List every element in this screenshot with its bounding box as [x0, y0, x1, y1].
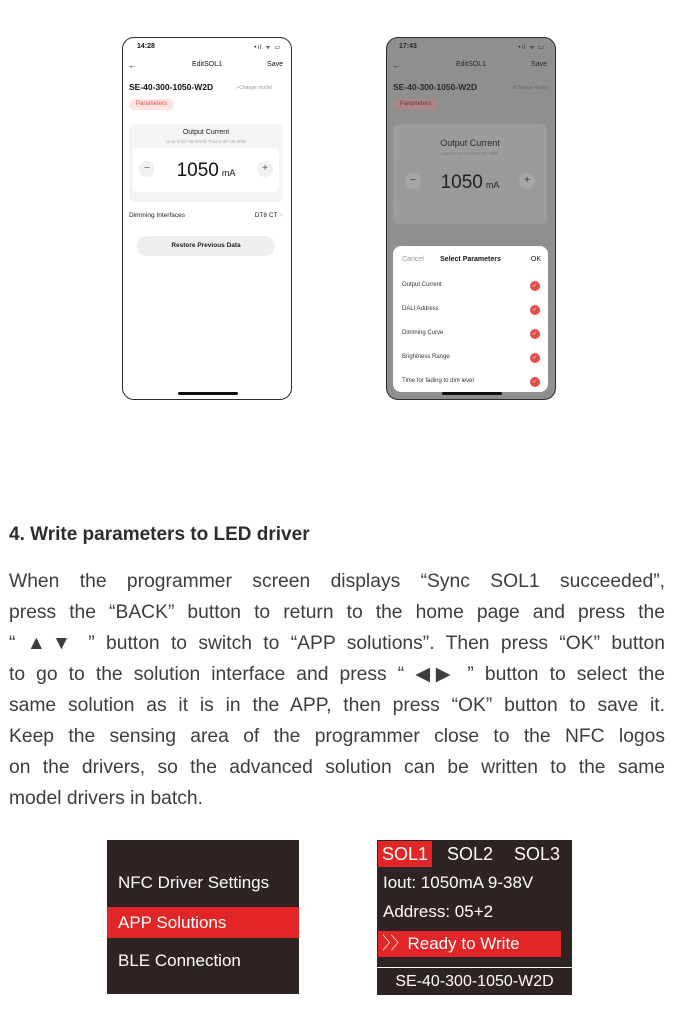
- instruction-paragraph: [9, 566, 665, 814]
- current-value[interactable]: 1050 mA: [440, 172, 500, 193]
- parameters-tag[interactable]: Parameters: [129, 99, 174, 110]
- param-item-fade-time[interactable]: Time for fading to dim level ✓: [402, 378, 540, 390]
- menu-item-app-solutions[interactable]: APP Solutions: [107, 907, 299, 938]
- minus-button[interactable]: −: [139, 161, 155, 177]
- page-title: EditSOL1: [456, 61, 486, 68]
- status-icons: •ıl ᯤ ▭: [254, 45, 281, 51]
- tab-sol3[interactable]: SOL3: [514, 844, 561, 864]
- home-indicator: [178, 392, 238, 395]
- iout-readout: Iout: 1050mA 9-38V: [383, 873, 534, 892]
- paragraph-line: “ ▲▼ ” button to switch to “APP solutions”. Then press “OK” button: [9, 633, 665, 654]
- home-indicator: [442, 392, 502, 395]
- paragraph-line: press the “BACK” button to return to the home page and press the: [9, 602, 665, 623]
- change-model-link[interactable]: ↗Change model: [511, 85, 548, 91]
- output-current-card: [129, 124, 283, 202]
- param-item-brightness-range[interactable]: Brightness Range ✓: [402, 354, 540, 366]
- tab-sol1[interactable]: SOL1: [378, 841, 432, 867]
- section-heading: 4. Write parameters to LED driver: [9, 524, 310, 545]
- ready-to-write-item[interactable]: 〉〉Ready to Write: [378, 931, 561, 957]
- tab-sol2[interactable]: SOL2: [447, 844, 494, 864]
- check-icon[interactable]: ✓: [530, 281, 540, 291]
- model-name: SE-40-300-1050-W2D: [393, 82, 478, 92]
- paragraph-line: on the drivers, so the advanced solution can be written to the same: [9, 757, 665, 778]
- check-icon[interactable]: ✓: [530, 377, 540, 387]
- current-stepper: [397, 160, 543, 206]
- paragraph-line: same solution as it is in the APP, then press “OK” button to save it.: [9, 695, 665, 716]
- cancel-button[interactable]: Cancel: [402, 256, 424, 263]
- dimming-value: DT8 CT >: [254, 212, 283, 219]
- change-model-link[interactable]: ↗Change model: [235, 85, 272, 91]
- output-current-title: Output Current: [182, 129, 230, 136]
- output-current-range: Uout 9~42Vdc Pout 27~40W: [441, 151, 499, 156]
- paragraph-line: to go to the solution interface and press “ ◀▶ ” button to select the: [9, 664, 665, 685]
- paragraph-line: model drivers in batch.: [9, 788, 203, 809]
- save-button[interactable]: Save: [267, 61, 283, 68]
- current-value[interactable]: 1050 mA: [176, 160, 236, 181]
- nav-bar: [123, 61, 291, 73]
- menu-item-nfc-driver-settings[interactable]: NFC Driver Settings: [118, 873, 270, 892]
- check-icon[interactable]: ✓: [530, 353, 540, 363]
- phone-screenshot-edit: [122, 37, 292, 400]
- paragraph-line: When the programmer screen displays “Sync SOL1 succeeded”,: [9, 571, 665, 592]
- output-current-range: Uout 9.00~38.00Vdc Pout 9.45~40.00W: [166, 139, 246, 144]
- parameters-tag[interactable]: Parameters: [393, 99, 438, 110]
- paragraph-line: Keep the sensing area of the programmer close to the NFC logos: [9, 726, 665, 747]
- check-icon[interactable]: ✓: [530, 305, 540, 315]
- ok-button[interactable]: OK: [530, 256, 541, 263]
- model-footer: SE-40-300-1050-W2D: [377, 967, 572, 995]
- save-button[interactable]: Save: [531, 61, 547, 68]
- dimming-interfaces-row[interactable]: [129, 212, 283, 219]
- sheet-title: Select Parameters: [440, 256, 501, 263]
- back-arrow-icon[interactable]: ←: [128, 60, 137, 70]
- status-icons: •ıl ᯤ ▭: [518, 45, 545, 51]
- programmer-menu-screen: [107, 840, 299, 994]
- address-readout: Address: 05+2: [383, 902, 494, 921]
- output-current-title: Output Current: [440, 138, 500, 148]
- sheet-header: [393, 256, 548, 266]
- param-item-output-current[interactable]: Output Current ✓: [402, 282, 540, 294]
- model-name: SE-40-300-1050-W2D: [129, 82, 214, 92]
- back-arrow-icon[interactable]: ←: [392, 60, 401, 70]
- nav-bar: [387, 61, 555, 73]
- param-item-dali-address[interactable]: DALI Address ✓: [402, 306, 540, 318]
- menu-item-ble-connection[interactable]: BLE Connection: [118, 951, 241, 970]
- current-stepper: [133, 148, 279, 192]
- status-time: 17:43: [399, 43, 417, 50]
- page-title: EditSOL1: [192, 61, 222, 68]
- check-icon[interactable]: ✓: [530, 329, 540, 339]
- programmer-solution-screen: [377, 840, 572, 995]
- restore-previous-data-button[interactable]: Restore Previous Data: [137, 236, 275, 256]
- plus-button[interactable]: +: [519, 173, 535, 189]
- chevron-right-icon: >: [279, 212, 283, 219]
- status-time: 14:28: [137, 43, 155, 50]
- dimming-label: Dimming Interfaces: [129, 212, 185, 219]
- minus-button[interactable]: −: [405, 173, 421, 189]
- select-parameters-sheet: [393, 246, 548, 392]
- phone-screenshot-select-parameters: [386, 37, 556, 400]
- output-current-card: [393, 124, 547, 224]
- plus-button[interactable]: +: [257, 161, 273, 177]
- param-item-dimming-curve[interactable]: Dimming Curve ✓: [402, 330, 540, 342]
